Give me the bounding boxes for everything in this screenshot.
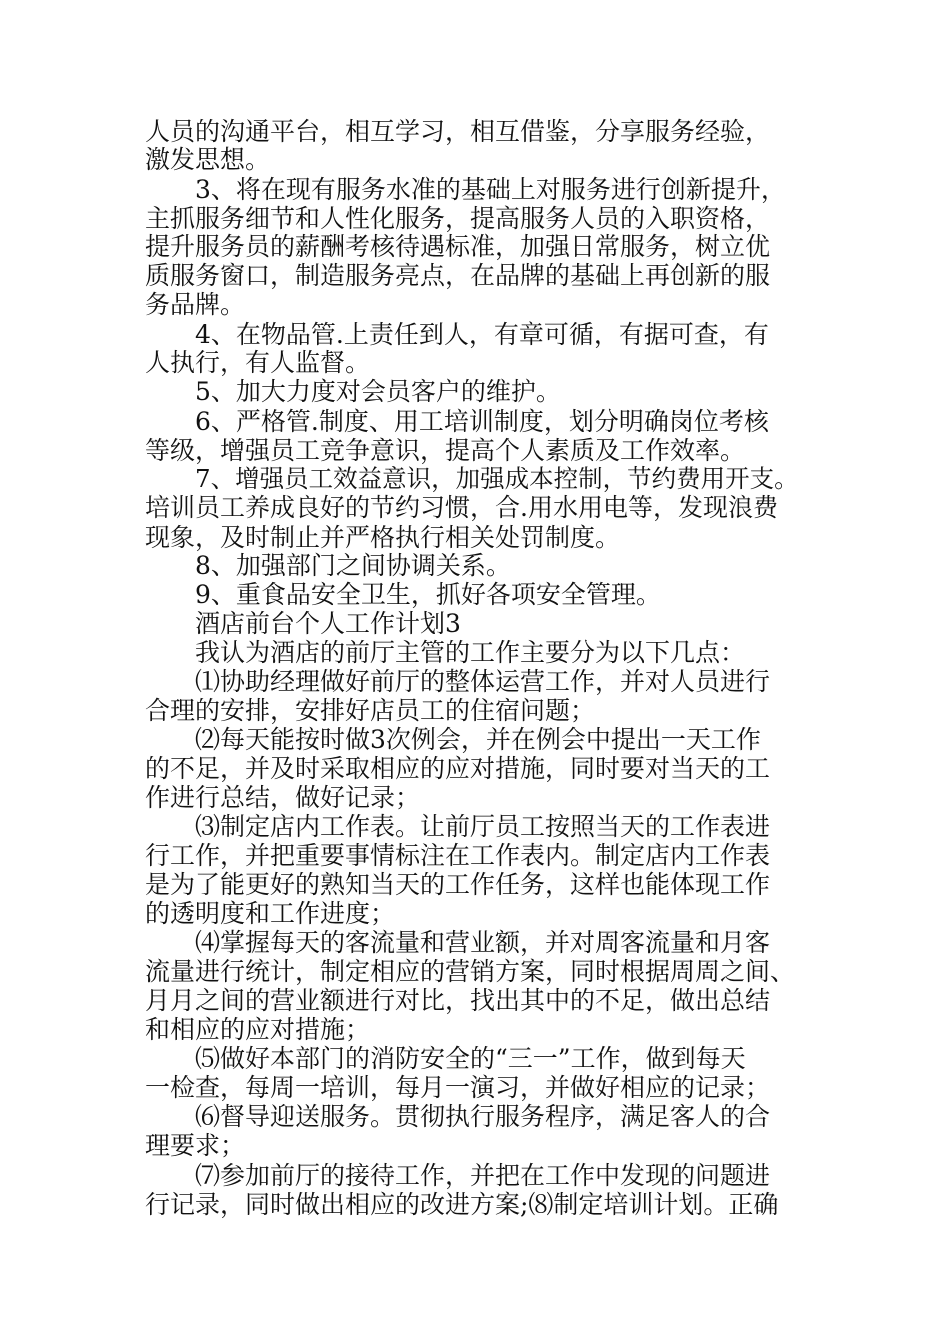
text-line: 我认为酒店的前厅主管的工作主要分为以下几点： <box>195 638 746 667</box>
text-line: 质服务窗口，制造服务亮点，在品牌的基础上再创新的服 <box>145 261 771 290</box>
text-line: ⑶制定店内工作表。让前厅员工按照当天的工作表进 <box>195 812 771 841</box>
text-line: 行工作，并把重要事情标注在工作表内。制定店内工作表 <box>145 841 771 870</box>
text-line: 的透明度和工作进度； <box>145 899 396 928</box>
text-line: 人员的沟通平台，相互学习，相互借鉴，分享服务经验， <box>145 117 771 146</box>
text-line: 现象，及时制止并严格执行相关处罚制度。 <box>145 523 621 552</box>
text-line: 等级，增强员工竞争意识，提高个人素质及工作效率。 <box>145 436 746 465</box>
text-line: 激发思想。 <box>145 145 271 174</box>
text-line: 8、加强部门之间协调关系。 <box>195 551 511 580</box>
text-line: ⑴协助经理做好前厅的整体运营工作，并对人员进行 <box>195 667 771 696</box>
text-line: 行记录，同时做出相应的改进方案;⑻制定培训计划。正确 <box>145 1190 779 1219</box>
text-line: ⑸做好本部门的消防安全的“三一”工作，做到每天 <box>195 1044 746 1073</box>
text-line: 一检查，每周一培训，每月一演习，并做好相应的记录； <box>145 1073 771 1102</box>
text-line: ⑵每天能按时做3次例会，并在例会中提出一天工作 <box>195 725 761 754</box>
text-line: ⑺参加前厅的接待工作，并把在工作中发现的问题进 <box>195 1161 771 1190</box>
text-line: 理要求； <box>145 1131 246 1160</box>
text-line: 5、加大力度对会员客户的维护。 <box>195 377 561 406</box>
text-line: 7、增强员工效益意识，加强成本控制，节约费用开支。 <box>195 464 799 493</box>
text-line: 培训员工养成良好的节约习惯，合.用水用电等，发现浪费 <box>145 493 778 522</box>
text-line: ⑷掌握每天的客流量和营业额，并对周客流量和月客 <box>195 928 771 957</box>
text-line: 的不足，并及时采取相应的应对措施，同时要对当天的工 <box>145 754 771 783</box>
text-line: 9、重食品安全卫生，抓好各项安全管理。 <box>195 580 661 609</box>
text-line: 合理的安排，安排好店员工的住宿问题； <box>145 696 596 725</box>
text-line: 3、将在现有服务水准的基础上对服务进行创新提升， <box>195 175 786 204</box>
text-line: 和相应的应对措施； <box>145 1015 371 1044</box>
text-line: 4、在物品管.上责任到人，有章可循，有据可查，有 <box>195 320 769 349</box>
text-line: 务品牌。 <box>145 290 246 319</box>
text-line: 作进行总结，做好记录； <box>145 783 421 812</box>
text-line: 6、严格管.制度、用工培训制度，划分明确岗位考核 <box>195 407 769 436</box>
text-line: 酒店前台个人工作计划3 <box>195 609 461 638</box>
text-line: 提升服务员的薪酬考核待遇标准，加强日常服务，树立优 <box>145 232 771 261</box>
text-line: 流量进行统计，制定相应的营销方案，同时根据周周之间、 <box>145 957 796 986</box>
text-line: 是为了能更好的熟知当天的工作任务，这样也能体现工作 <box>145 870 771 899</box>
text-line: 主抓服务细节和人性化服务，提高服务人员的入职资格， <box>145 204 771 233</box>
text-line: 月月之间的营业额进行对比，找出其中的不足，做出总结 <box>145 986 771 1015</box>
text-line: 人执行，有人监督。 <box>145 348 371 377</box>
text-line: ⑹督导迎送服务。贯彻执行服务程序，满足客人的合 <box>195 1102 771 1131</box>
